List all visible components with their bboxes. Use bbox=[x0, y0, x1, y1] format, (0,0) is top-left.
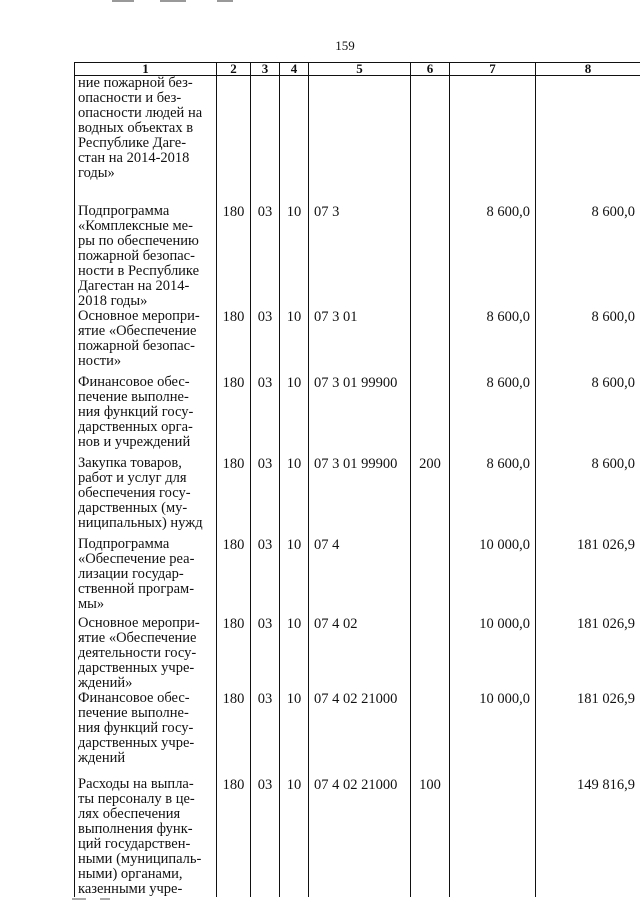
expense-type-cell bbox=[411, 375, 450, 456]
expense-type-cell bbox=[411, 537, 450, 616]
gr-code-cell: 180 bbox=[217, 456, 251, 537]
subsection-code-cell: 10 bbox=[280, 691, 309, 777]
row-name-cell bbox=[75, 309, 217, 375]
row-name-line: нов и учреждений bbox=[78, 434, 191, 450]
amount-col7-cell: 8 600,0 bbox=[450, 309, 536, 375]
header-col-6: 6 bbox=[411, 63, 450, 76]
expense-type-cell bbox=[411, 204, 450, 309]
subsection-code-cell bbox=[280, 76, 309, 205]
row-name-line: дарственных учре- bbox=[78, 660, 195, 676]
header-col-5: 5 bbox=[309, 63, 411, 76]
target-article-cell: 07 3 bbox=[309, 204, 411, 309]
row-name-line: ятие «Обеспечение bbox=[78, 323, 197, 339]
amount-col8-cell: 181 026,9 bbox=[536, 616, 640, 691]
subsection-code-cell: 10 bbox=[280, 375, 309, 456]
section-code-cell: 03 bbox=[251, 456, 280, 537]
amount-col7-cell: 8 600,0 bbox=[450, 456, 536, 537]
gr-code-cell: 180 bbox=[217, 375, 251, 456]
row-name-line: ния функций госу- bbox=[78, 720, 194, 736]
row-name-line: ными (муниципаль- bbox=[78, 851, 202, 867]
amount-col8-cell bbox=[536, 76, 640, 205]
table-row bbox=[75, 616, 640, 691]
table-row bbox=[75, 691, 640, 777]
section-code-cell: 03 bbox=[251, 691, 280, 777]
gr-code-cell: 180 bbox=[217, 204, 251, 309]
header-col-4: 4 bbox=[280, 63, 309, 76]
amount-col8-cell: 8 600,0 bbox=[536, 309, 640, 375]
amount-col7-cell: 10 000,0 bbox=[450, 691, 536, 777]
row-name-line: пожарной безопас- bbox=[78, 248, 195, 264]
table-row bbox=[75, 375, 640, 456]
target-article-cell: 07 4 02 21000 bbox=[309, 691, 411, 777]
amount-col7-cell bbox=[450, 777, 536, 897]
amount-col7-cell: 8 600,0 bbox=[450, 375, 536, 456]
table-row bbox=[75, 204, 640, 309]
row-name-line: ниципальных) нужд bbox=[78, 515, 203, 531]
table-row bbox=[75, 76, 640, 205]
table-row bbox=[75, 537, 640, 616]
gr-code-cell bbox=[217, 76, 251, 205]
row-name-line: печение выполне- bbox=[78, 389, 189, 405]
target-article-cell: 07 3 01 99900 bbox=[309, 456, 411, 537]
row-name-line: пожарной безопас- bbox=[78, 338, 195, 354]
row-name-cell bbox=[75, 204, 217, 309]
subsection-code-cell: 10 bbox=[280, 616, 309, 691]
row-name-cell bbox=[75, 375, 217, 456]
budget-table bbox=[74, 62, 640, 897]
row-name-line: ждений bbox=[78, 750, 126, 766]
gr-code-cell: 180 bbox=[217, 537, 251, 616]
scan-artifact-bottom bbox=[72, 898, 132, 902]
row-name-line: Подпрограмма bbox=[78, 536, 170, 552]
page-number: 159 bbox=[335, 38, 355, 53]
row-name-cell bbox=[75, 691, 217, 777]
amount-col8-cell: 149 816,9 bbox=[536, 777, 640, 897]
row-name-line: ние пожарной без- bbox=[78, 75, 193, 91]
header-row bbox=[75, 63, 640, 76]
row-name-line: ности» bbox=[78, 353, 122, 369]
row-name-line: водных объектах в bbox=[78, 120, 194, 136]
budget-table-container bbox=[74, 61, 640, 897]
target-article-cell: 07 4 02 bbox=[309, 616, 411, 691]
amount-col7-cell: 10 000,0 bbox=[450, 537, 536, 616]
amount-col8-cell: 181 026,9 bbox=[536, 691, 640, 777]
row-name-line: работ и услуг для bbox=[78, 470, 187, 486]
amount-col8-cell: 8 600,0 bbox=[536, 456, 640, 537]
subsection-code-cell: 10 bbox=[280, 537, 309, 616]
table-row bbox=[75, 777, 640, 897]
expense-type-cell bbox=[411, 691, 450, 777]
row-name-cell bbox=[75, 537, 217, 616]
gr-code-cell: 180 bbox=[217, 616, 251, 691]
amount-col7-cell: 10 000,0 bbox=[450, 616, 536, 691]
row-name-cell bbox=[75, 616, 217, 691]
subsection-code-cell: 10 bbox=[280, 204, 309, 309]
row-name-line: ты персоналу в це- bbox=[78, 791, 195, 807]
subsection-code-cell: 10 bbox=[280, 309, 309, 375]
amount-col8-cell: 8 600,0 bbox=[536, 204, 640, 309]
section-code-cell: 03 bbox=[251, 309, 280, 375]
row-name-line: ности в Республике bbox=[78, 263, 200, 279]
section-code-cell: 03 bbox=[251, 375, 280, 456]
section-code-cell: 03 bbox=[251, 777, 280, 897]
row-name-line: мы» bbox=[78, 596, 105, 612]
row-name-line: печение выполне- bbox=[78, 705, 189, 721]
row-name-line: обеспечения госу- bbox=[78, 485, 191, 501]
row-name-line: Закупка товаров, bbox=[78, 455, 182, 471]
row-name-cell bbox=[75, 777, 217, 897]
header-col-1: 1 bbox=[75, 63, 217, 76]
row-name-line: ждений» bbox=[78, 675, 133, 691]
row-name-line: ятие «Обеспечение bbox=[78, 630, 197, 646]
amount-col8-cell: 8 600,0 bbox=[536, 375, 640, 456]
row-name-line: ций государствен- bbox=[78, 836, 191, 852]
expense-type-cell bbox=[411, 309, 450, 375]
row-name-line: «Комплексные ме- bbox=[78, 218, 193, 234]
target-article-cell: 07 3 01 bbox=[309, 309, 411, 375]
row-name-line: Финансовое обес- bbox=[78, 374, 190, 390]
row-name-line: деятельности госу- bbox=[78, 645, 197, 661]
amount-col8-cell: 181 026,9 bbox=[536, 537, 640, 616]
section-code-cell: 03 bbox=[251, 537, 280, 616]
target-article-cell: 07 4 bbox=[309, 537, 411, 616]
row-name-line: Подпрограмма bbox=[78, 203, 170, 219]
gr-code-cell: 180 bbox=[217, 691, 251, 777]
subsection-code-cell: 10 bbox=[280, 777, 309, 897]
row-name-line: ния функций госу- bbox=[78, 404, 194, 420]
row-name-line: лях обеспечения bbox=[78, 806, 181, 822]
row-name-line: ными) органами, bbox=[78, 866, 183, 882]
row-name-line: Основное меропри- bbox=[78, 615, 200, 631]
expense-type-cell: 100 bbox=[411, 777, 450, 897]
section-code-cell bbox=[251, 76, 280, 205]
row-name-cell bbox=[75, 456, 217, 537]
row-name-line: Республике Даге- bbox=[78, 135, 187, 151]
table-row bbox=[75, 456, 640, 537]
expense-type-cell: 200 bbox=[411, 456, 450, 537]
gr-code-cell: 180 bbox=[217, 309, 251, 375]
row-name-line: опасности людей на bbox=[78, 105, 203, 121]
target-article-cell bbox=[309, 76, 411, 205]
header-col-7: 7 bbox=[450, 63, 536, 76]
row-name-line: годы» bbox=[78, 165, 115, 181]
header-col-2: 2 bbox=[217, 63, 251, 76]
amount-col7-cell: 8 600,0 bbox=[450, 204, 536, 309]
row-name-line: ры по обеспечению bbox=[78, 233, 199, 249]
gr-code-cell: 180 bbox=[217, 777, 251, 897]
row-name-cell bbox=[75, 76, 217, 205]
row-name-line: опасности и без- bbox=[78, 90, 182, 106]
row-name-line: ственной програм- bbox=[78, 581, 195, 597]
scan-artifact-top bbox=[112, 0, 262, 4]
row-name-line: стан на 2014-2018 bbox=[78, 150, 190, 166]
expense-type-cell bbox=[411, 76, 450, 205]
section-code-cell: 03 bbox=[251, 204, 280, 309]
row-name-line: Расходы на выпла- bbox=[78, 776, 194, 792]
row-name-line: лизации государ- bbox=[78, 566, 184, 582]
row-name-line: Финансовое обес- bbox=[78, 690, 190, 706]
table-row bbox=[75, 309, 640, 375]
row-name-line: дарственных учре- bbox=[78, 735, 195, 751]
header-col-8: 8 bbox=[536, 63, 640, 76]
row-name-line: «Обеспечение реа- bbox=[78, 551, 195, 567]
row-name-line: дарственных орга- bbox=[78, 419, 193, 435]
expense-type-cell bbox=[411, 616, 450, 691]
row-name-line: выполнения функ- bbox=[78, 821, 193, 837]
target-article-cell: 07 3 01 99900 bbox=[309, 375, 411, 456]
row-name-line: Дагестан на 2014- bbox=[78, 278, 190, 294]
target-article-cell: 07 4 02 21000 bbox=[309, 777, 411, 897]
row-name-line: казенными учре- bbox=[78, 881, 183, 897]
section-code-cell: 03 bbox=[251, 616, 280, 691]
table-body bbox=[75, 76, 640, 898]
subsection-code-cell: 10 bbox=[280, 456, 309, 537]
header-col-3: 3 bbox=[251, 63, 280, 76]
row-name-line: Основное меропри- bbox=[78, 308, 200, 324]
amount-col7-cell bbox=[450, 76, 536, 205]
row-name-line: дарственных (му- bbox=[78, 500, 188, 516]
row-name-line: 2018 годы» bbox=[78, 293, 148, 309]
